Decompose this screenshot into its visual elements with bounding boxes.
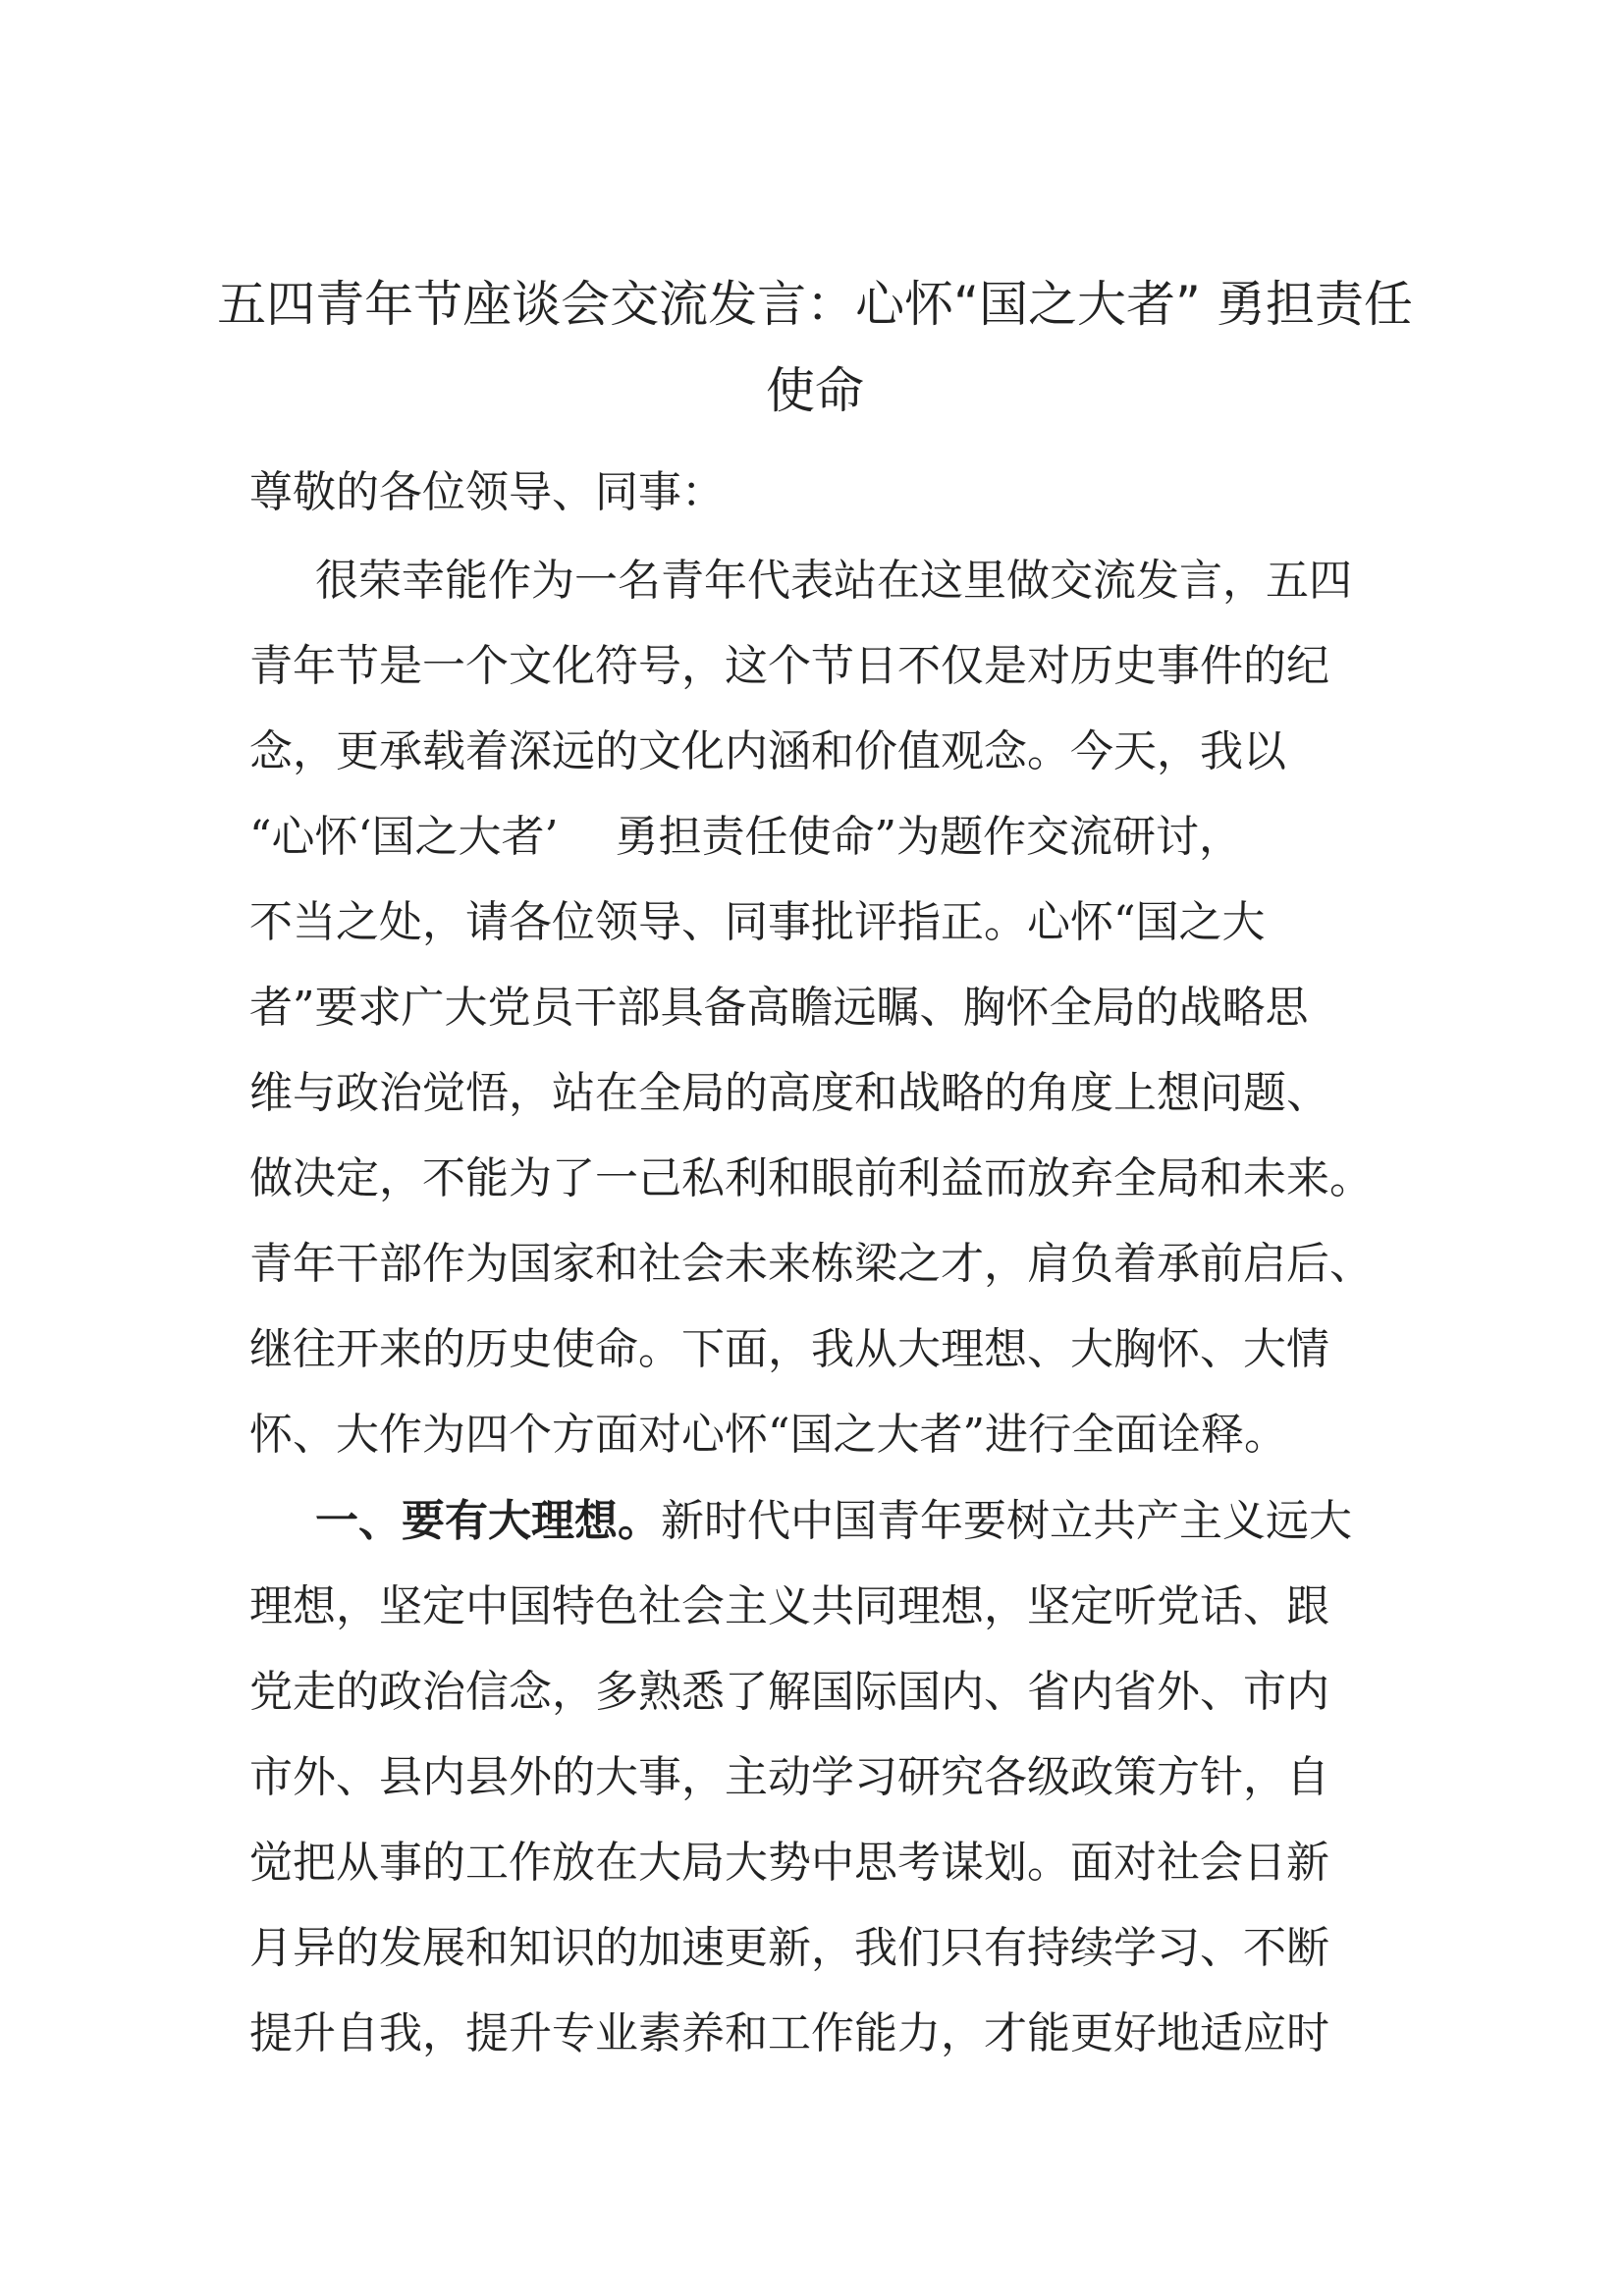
body-line: 继往开来的历史使命。下面，我从大理想、大胸怀、大情 bbox=[249, 1324, 1329, 1374]
document-title-line-2: 使命 bbox=[766, 362, 864, 419]
body-line: 念，更承载着深远的文化内涵和价值观念。今天，我以 bbox=[249, 726, 1286, 776]
body-line: 党走的政治信念，多熟悉了解国际国内、省内省外、市内 bbox=[249, 1667, 1329, 1717]
body-line: “心怀‘国之大者’ 勇担责任使命”为题作交流研讨， bbox=[249, 812, 1242, 862]
body-line: 者”要求广大党员干部具备高瞻远瞩、胸怀全局的战略思 bbox=[249, 983, 1309, 1033]
body-line: 很荣幸能作为一名青年代表站在这里做交流发言，五四 bbox=[315, 556, 1352, 606]
body-line: 觉把从事的工作放在大局大势中思考谋划。面对社会日新 bbox=[249, 1838, 1329, 1888]
section-1-first-line bbox=[315, 1492, 1352, 1551]
body-line: 提升自我，提升专业素养和工作能力，才能更好地适应时 bbox=[249, 2008, 1329, 2058]
body-line: 市外、县内县外的大事，主动学习研究各级政策方针，自 bbox=[249, 1752, 1329, 1802]
body-line: 维与政治觉悟，站在全局的高度和战略的角度上想问题、 bbox=[249, 1068, 1329, 1118]
body-line: 青年干部作为国家和社会未来栋梁之才，肩负着承前启后、 bbox=[249, 1239, 1373, 1289]
body-line: 不当之处，请各位领导、同事批评指正。心怀“国之大 bbox=[249, 897, 1266, 947]
body-line: 理想，坚定中国特色社会主义共同理想，坚定听党话、跟 bbox=[249, 1581, 1329, 1631]
body-line: 青年节是一个文化符号，这个节日不仅是对历史事件的纪 bbox=[249, 641, 1329, 691]
section-1-first-text: 新时代中国青年要树立共产主义远大 bbox=[661, 1496, 1352, 1546]
body-line: 做决定，不能为了一己私利和眼前利益而放弃全局和未来。 bbox=[249, 1153, 1373, 1203]
body-line: 怀、大作为四个方面对心怀“国之大者”进行全面诠释。 bbox=[249, 1410, 1287, 1460]
document-title-line-1: 五四青年节座谈会交流发言：心怀“国之大者” 勇担责任 bbox=[217, 276, 1413, 333]
section-1-heading: 一、要有大理想。 bbox=[315, 1496, 661, 1546]
body-line: 月异的发展和知识的加速更新，我们只有持续学习、不断 bbox=[249, 1923, 1329, 1973]
salutation: 尊敬的各位领导、同事： bbox=[249, 467, 725, 517]
